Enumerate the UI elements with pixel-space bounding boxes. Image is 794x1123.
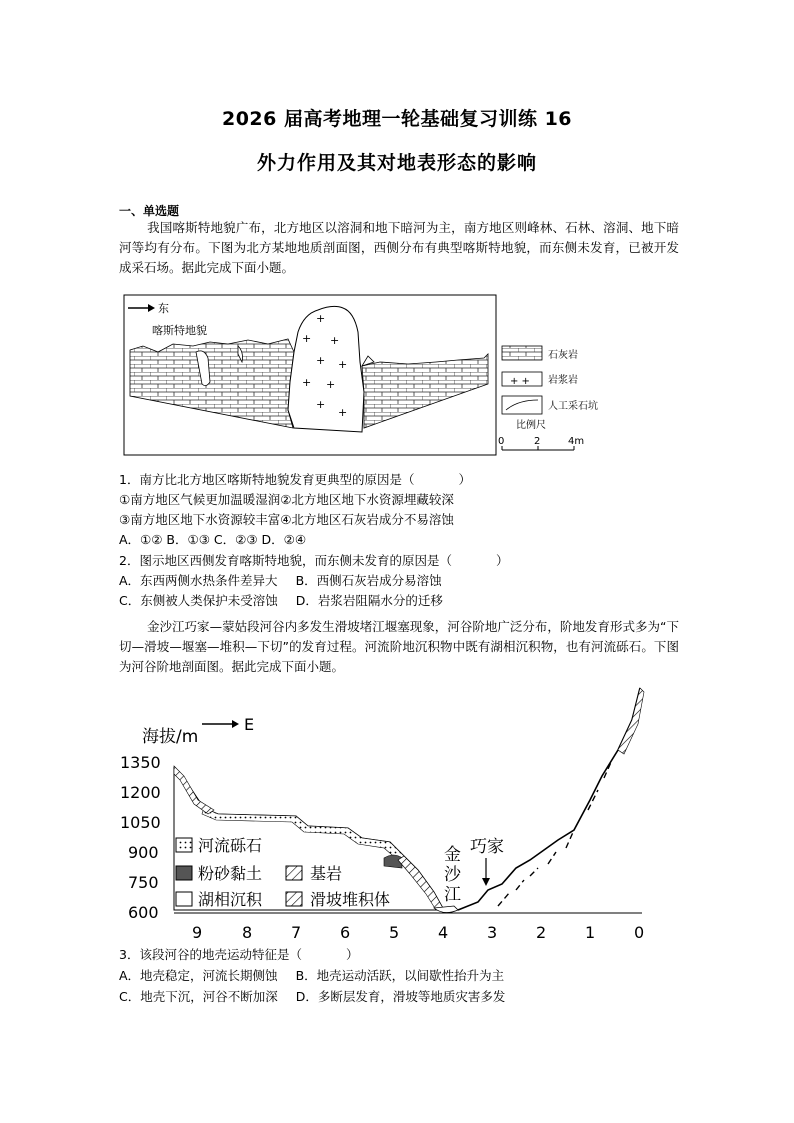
east-arrow-icon [128,304,155,312]
passage-2-text: 金沙江巧家—蒙姑段河谷内多发生滑坡堵江堰塞现象，河谷阶地广泛分布，阶地发育形式多为“下切—滑坡—堰塞—堆积—下切”的发育过程。河流阶地沉积物中既有湖相沉积物，也有河流砾石。下图为河谷阶地剖面图。据此完成下面小题。 [119,619,679,674]
figure-geologic-profile [118,292,598,457]
karst-label: 喀斯特地貌 [152,324,207,337]
scale-tick-4m: 4m [568,436,585,447]
legend-magma-plus: + + [510,376,530,387]
y-tick-750: 750 [128,873,159,892]
x-tick-8: 8 [242,923,253,942]
passage-1-text: 我国喀斯特地貌广布，北方地区以溶洞和地下暗河为主，南方地区则峰林、石林、溶洞、地下暗河等均有分布。下图为北方某地地质剖面图，西侧分布有典型喀斯特地貌，而东侧未发育，已被开发成采石场。据此完成下面小题。 [119,220,679,275]
figure-valley-profile [118,680,658,942]
town-label-qiaojia: 巧家 [470,837,504,857]
question-3-option-a: A．地壳稳定，河流长期侧蚀 [119,968,278,983]
question-2-option-b: B．西侧石灰岩成分易溶蚀 [295,573,442,588]
legend-quarry-swatch [502,396,542,414]
y-tick-1200: 1200 [120,783,161,802]
question-3-options-cd [119,987,505,1007]
question-2-options-ab [119,571,442,591]
question-1-options-1: ①南方地区气候更加温暖湿润②北方地区地下水资源埋藏较深 [119,492,454,507]
passage-1 [119,218,679,278]
question-1-choices: A．①② B．①③ C．②③ D．②④ [119,532,307,547]
y-tick-900: 900 [128,843,159,862]
legend-bedrock-label: 基岩 [310,864,343,883]
svg-text:+: + [302,332,312,345]
y-tick-1350: 1350 [120,753,161,772]
legend-quarry-label: 人工采石坑 [548,401,598,412]
question-2-option-a: A．东西两侧水热条件差异大 [119,573,278,588]
direction-label-east: 东 [158,302,169,315]
svg-text:+: + [338,358,348,371]
svg-text:+: + [302,376,312,389]
legend-magma-label: 岩浆岩 [548,375,578,386]
river-label-sha: 沙 [444,865,461,885]
east-arrow-icon [202,720,239,728]
limestone-west [130,339,294,428]
x-tick-1: 1 [585,923,596,942]
question-1-stem-end: ） [458,472,471,487]
legend-gravel-label: 河流砾石 [198,836,263,855]
river-label-jiang: 江 [444,885,461,905]
town-arrow-icon [482,858,490,886]
question-3-stem: 3．该段河谷的地壳运动特征是（ [119,947,302,962]
direction-label-e: E [244,715,255,734]
svg-text:+: + [316,312,326,325]
x-tick-9: 9 [192,923,203,942]
question-2-stem-end: ） [495,553,509,568]
x-tick-3: 3 [487,923,498,942]
legend-bedrock-swatch [286,866,302,880]
svg-text:+: + [326,378,336,391]
limestone-east [362,354,488,428]
question-3-options-ab [119,966,504,986]
legend-lake-swatch [176,892,192,906]
question-2-options-cd [119,591,443,611]
x-tick-2: 2 [536,923,547,942]
east-slope-profile [458,688,640,910]
east-fault-dashes [498,760,612,906]
svg-text:+: + [316,398,326,411]
document-subtitle: 外力作用及其对地表形态的影响 [256,152,537,174]
legend-gravel-swatch [176,838,192,852]
scale-label: 比例尺 [516,420,546,431]
y-tick-600: 600 [128,903,159,922]
question-2-stem: 2．图示地区西侧发育喀斯特地貌，而东侧未发育的原因是（ [119,553,452,568]
question-1-options-2: ③南方地区地下水资源较丰富④北方地区石灰岩成分不易溶蚀 [119,512,454,527]
passage-2 [119,617,679,677]
question-3-option-c: C．地壳下沉，河谷不断加深 [119,989,278,1004]
legend-limestone-label: 石灰岩 [548,350,578,361]
section-label: 一、单选题 [119,204,180,218]
question-1 [119,470,471,490]
x-tick-0: 0 [634,923,645,942]
question-3-stem-end: ） [345,947,359,962]
y-tick-1050: 1050 [120,813,161,832]
svg-text:+: + [330,334,340,347]
question-1-stem: 1．南方比北方地区喀斯特地貌发育更典型的原因是（ [119,472,415,487]
svg-text:+: + [338,406,348,419]
legend-silt-label: 粉砂黏土 [198,864,263,883]
question-2-option-d: D．岩浆岩阻隔水分的迁移 [295,593,443,608]
x-tick-4: 4 [438,923,449,942]
document-title: 2026 届高考地理一轮基础复习训练 16 [221,108,573,130]
legend-lake-label: 湖相沉积 [198,890,263,909]
x-tick-5: 5 [389,923,400,942]
legend-silt-swatch [176,866,192,880]
svg-text:+: + [316,354,326,367]
scale-tick-0: 0 [498,436,505,447]
question-3-option-b: B．地壳运动活跃，以间歇性抬升为主 [295,968,505,983]
legend-landslide-label: 滑坡堆积体 [310,890,391,909]
question-3 [119,945,358,965]
question-2 [119,551,508,571]
x-tick-6: 6 [340,923,351,942]
legend-landslide-swatch [286,892,302,906]
question-3-option-d: D．多断层发育，滑坡等地质灾害多发 [295,989,506,1004]
scale-tick-2: 2 [534,436,541,447]
y-axis-label: 海拔/m [142,727,199,747]
magmatic-rock [288,306,364,432]
river-label-jin: 金 [444,845,461,865]
question-2-option-c: C．东侧被人类保护未受溶蚀 [119,593,278,608]
legend-limestone-swatch [502,346,542,360]
x-tick-7: 7 [291,923,302,942]
